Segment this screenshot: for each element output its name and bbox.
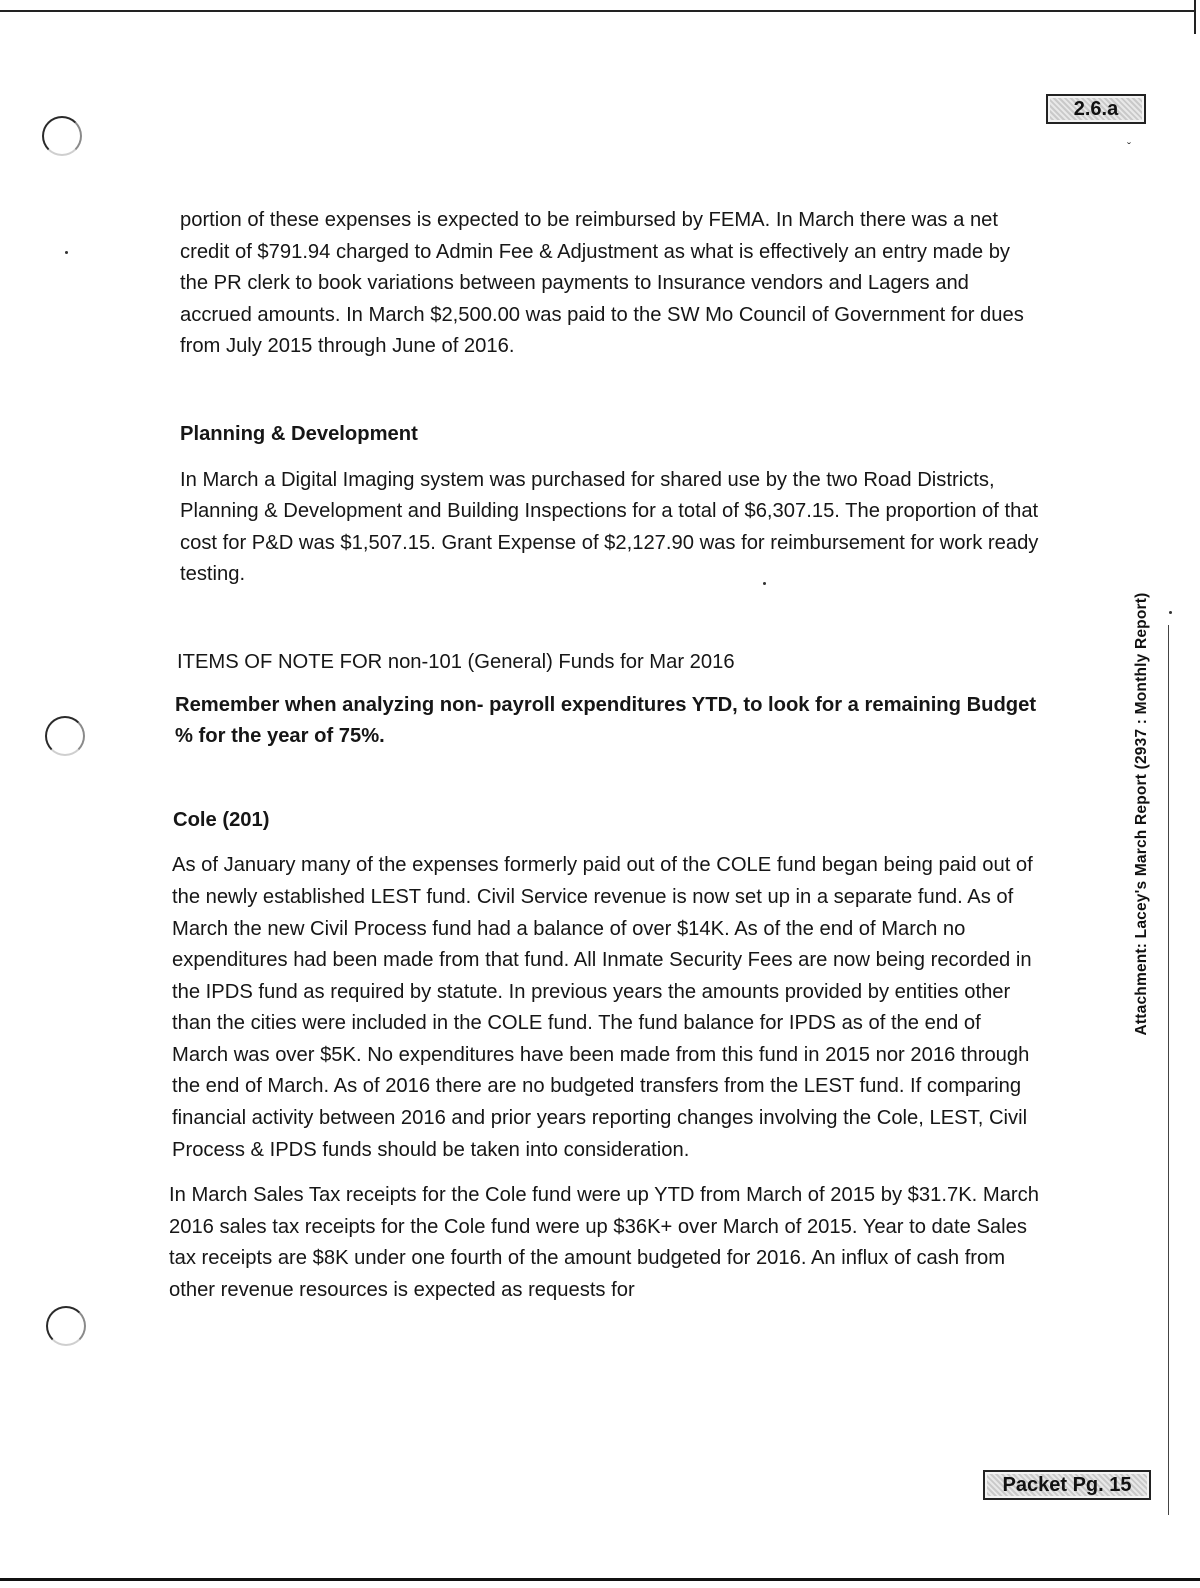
right-margin-line: [1168, 625, 1169, 1515]
document-body: [169, 205, 1042, 1307]
punch-hole-bottom: [46, 1306, 86, 1346]
top-scan-border: [0, 10, 1195, 12]
paragraph-sales-tax-receipts: In March Sales Tax receipts for the Cole fund were up YTD from March of 2015 by $31.7K. March 2016 sales tax receipts for the Cole fund were up $36K+ over March of 2015. Year to date Sales tax receipts are $8K under one fourth of the amount budgeted for 2016. An influx of cash from other revenue resources is expected as requests for: [169, 1184, 1039, 1302]
packet-page-tag: Packet Pg. 15: [983, 1470, 1151, 1500]
paragraph-fema-reimbursement: portion of these expenses is expected to be reimbursed by FEMA. In March there was a net credit of $791.94 charged to Admin Fee & Adjustment as what is effectively an entry made by the PR clerk to book variations between payments to Insurance vendors and Lagers and accrued amounts. In March $2,500.00 was paid to the SW Mo Council of Government for dues from July 2015 through June of 2016.: [180, 209, 1024, 358]
scan-speck: [1169, 611, 1172, 614]
attachment-side-label: Attachment: Lacey's March Report (2937 : Monthly Report): [1133, 592, 1150, 1036]
bottom-scan-border: [0, 1578, 1200, 1581]
scan-speck: [65, 251, 68, 254]
paragraph-cole-fund-changes: As of January many of the expenses formerly paid out of the COLE fund began being paid out of the newly established LEST fund. Civil Service revenue is now set up in a separate fund. As of March the new Civil Process fund had a balance of over $14K. As of the end of March no expenditures had been made from that fund. All Inmate Security Fees are now being recorded in the IPDS fund as required by statute. In previous years the amounts provided by entities other than the cities were included in the COLE fund. The fund balance for IPDS as of the end of March was over $5K. No expenditures have been made from this fund in 2015 nor 2016 through the end of March. As of 2016 there are no budgeted transfers from the LEST fund. If comparing financial activity between 2016 and prior years reporting changes involving the Cole, LEST, Civil Process & IPDS funds should be taken into consideration.: [172, 854, 1033, 1161]
paragraph-budget-reminder: Remember when analyzing non- payroll expenditures YTD, to look for a remaining Budget % for the year of 75%.: [175, 693, 1037, 748]
top-right-scan-edge: [1194, 0, 1196, 34]
paragraph-digital-imaging: In March a Digital Imaging system was purchased for shared use by the two Road Districts, Planning & Development and Building Inspections for a total of $6,307.15. The proportion of that cost for P&D was $1,507.15. Grant Expense of $2,127.90 was for reimbursement for work ready testing.: [180, 468, 1039, 586]
heading-planning-development: Planning & Development: [180, 422, 418, 445]
tick-mark-icon: ˇ: [1127, 140, 1131, 154]
heading-items-of-note: ITEMS OF NOTE FOR non-101 (General) Funds for Mar 2016: [177, 650, 735, 673]
heading-cole-fund: Cole (201): [173, 808, 270, 831]
item-number-tag: 2.6.a: [1046, 94, 1146, 124]
punch-hole-middle: [45, 716, 85, 756]
punch-hole-top: [42, 116, 82, 156]
